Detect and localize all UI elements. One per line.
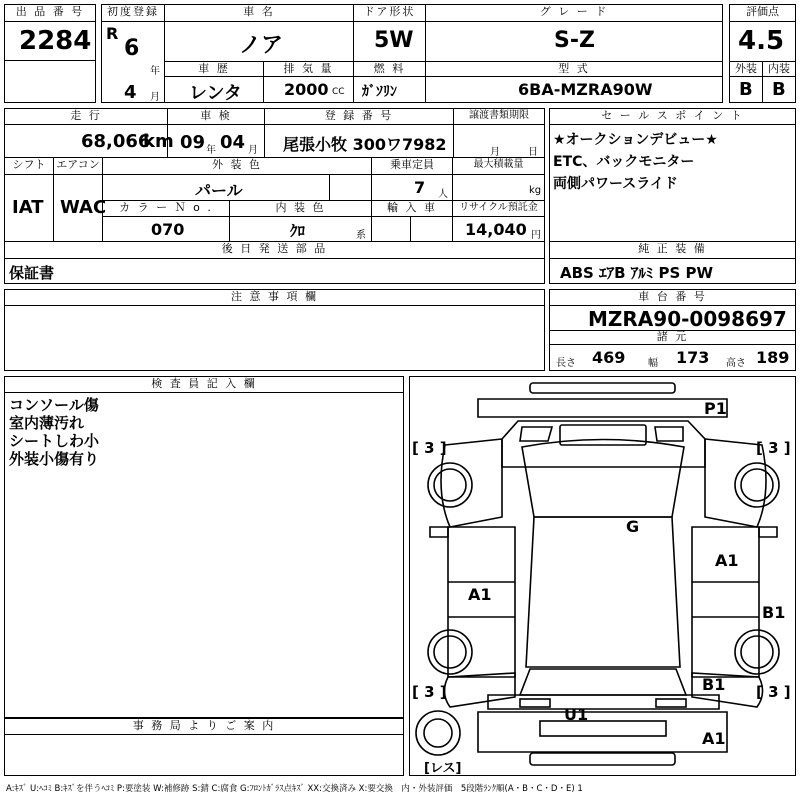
- door: 5W: [374, 28, 414, 53]
- inspector-line: シートしわ小: [9, 432, 100, 450]
- mark-a1-bottom: A1: [702, 729, 726, 748]
- later-parts-cell: [4, 258, 545, 284]
- lot-no-blank: [4, 60, 96, 103]
- inspector-line: 室内薄汚れ: [9, 414, 85, 432]
- later-parts-label-cell: 後 日 発 送 部 品: [4, 241, 545, 259]
- registration-cell: [264, 124, 454, 158]
- grade-cell: [425, 21, 723, 62]
- genuine-cell: [549, 258, 796, 284]
- mark-b1-lower: B1: [702, 675, 726, 694]
- mark-a1-right: A1: [715, 551, 739, 570]
- color-no-cell: [102, 216, 230, 242]
- first-reg-label-cell: 初度登録: [101, 4, 165, 22]
- tire-rear-left: [ 3 ]: [412, 683, 447, 701]
- sales-point-line: 両側パワースライド: [553, 176, 678, 192]
- inspection-label-cell: 車 検: [167, 108, 265, 125]
- interior-cell: [762, 76, 796, 103]
- recycle: 14,040: [465, 220, 527, 239]
- grade-label-cell: グ レ ー ド: [425, 4, 723, 22]
- inspection-cell: 09 年 04 月: [167, 124, 265, 158]
- load-label-cell: 最大積載量: [452, 157, 545, 175]
- aircon-label-cell: エアコン: [53, 157, 103, 175]
- car-diagram-svg: [410, 377, 797, 777]
- fuel-label-cell: 燃 料: [353, 61, 426, 77]
- fuel: ｶﾞｿﾘﾝ: [362, 84, 397, 100]
- genuine-label-cell: 純 正 装 備: [549, 241, 796, 259]
- first-reg-year: 6: [124, 36, 140, 61]
- displacement-cell: 2000 CC: [263, 76, 354, 103]
- import-label-cell: 輸 入 車: [371, 200, 453, 217]
- inspection-month: 04: [220, 132, 246, 153]
- import-cell-a: [371, 216, 411, 242]
- color-no: 070: [151, 220, 185, 239]
- capacity-label-cell: 乗車定員: [371, 157, 453, 175]
- spare-tire: [レス]: [424, 761, 462, 776]
- first-reg-cell: R 6 年 4 月: [101, 21, 165, 103]
- car-name: ノア: [239, 33, 284, 58]
- model-cell: [425, 76, 723, 103]
- capacity: 7: [414, 178, 426, 197]
- mileage-label-cell: 走 行: [4, 108, 168, 125]
- shift: IAT: [12, 197, 44, 218]
- chassis-label-cell: 車 台 番 号: [549, 289, 796, 306]
- office-label-cell: 事 務 局 よ り ご 案 内: [4, 718, 404, 735]
- car-diagram: [409, 376, 796, 776]
- first-reg-era: R: [106, 24, 119, 43]
- lot-no-cell: [4, 21, 96, 61]
- genuine-equipment: ABS ｴｱB ｱﾙﾐ PS PW: [560, 264, 714, 282]
- tire-front-right: [ 3 ]: [756, 439, 791, 457]
- car-name-label-cell: 車 名: [164, 4, 354, 22]
- history-cell: [164, 76, 264, 103]
- inspector-line: コンソール傷: [9, 396, 99, 414]
- chassis-no: MZRA90-0098697: [588, 307, 787, 331]
- mark-b1-right: B1: [762, 603, 786, 622]
- lot-no: 2284: [19, 26, 92, 56]
- sales-point-line: ★オークションデビュー★: [553, 132, 718, 148]
- model-label-cell: 型 式: [425, 61, 723, 77]
- sales-points-cell: [549, 124, 796, 242]
- recycle-label-cell: リサイクル預託金: [452, 200, 545, 217]
- chassis-cell: [549, 305, 796, 331]
- tire-rear-right: [ 3 ]: [756, 683, 791, 701]
- mark-p1: P1: [704, 399, 727, 418]
- specs-label-cell: 諸 元: [549, 330, 796, 345]
- displacement: 2000: [284, 80, 329, 99]
- interior-label-cell: 内装: [762, 61, 796, 77]
- spec-width: 173: [676, 348, 710, 367]
- capacity-cell: 7 人: [371, 174, 453, 201]
- mark-g: G: [626, 517, 640, 536]
- transfer-cell: 月 日: [453, 124, 545, 158]
- recycle-cell: 14,040 円: [452, 216, 545, 242]
- legend: A:ｷｽﾞ U:ﾍｺﾐ B:ｷｽﾞを伴うﾍｺﾐ P:要塗装 W:補修跡 S:錆 C:腐食 G:ﾌﾛﾝﾄｶﾞﾗｽ点ｷｽﾞ XX:交換済み X:要交換 内・外装評価 5段階ﾗﾝｸ順(A・B・C・D・E) 1: [6, 784, 583, 794]
- registration: 尾張小牧 300ワ7982: [283, 135, 447, 154]
- aircon: WAC: [60, 197, 107, 218]
- score-label-cell: 評価点: [729, 4, 796, 22]
- shift-label-cell: シフト: [4, 157, 54, 175]
- ext-color-extra: [329, 174, 372, 201]
- sales-points-label-cell: セ ー ル ス ポ イ ン ト: [549, 108, 796, 125]
- specs-cell: 長さ 469 幅 173 高さ 189: [549, 344, 796, 371]
- door-cell: [353, 21, 426, 62]
- score: 4.5: [738, 26, 785, 56]
- mark-u1: U1: [564, 705, 589, 724]
- ext-color: パール: [195, 181, 243, 200]
- int-color-label-cell: 内 装 色: [229, 200, 372, 217]
- import-cell-b: [410, 216, 453, 242]
- int-color-cell: ｸﾛ 系: [229, 216, 372, 242]
- exterior-cell: [729, 76, 763, 103]
- mileage: 68,066: [81, 131, 151, 152]
- sales-point-line: ETC、バックモニター: [553, 154, 695, 170]
- spec-length: 469: [592, 348, 626, 367]
- history: レンタ: [189, 83, 242, 104]
- color-no-label-cell: カ ラ ー Ｎ o .: [102, 200, 230, 217]
- displacement-label-cell: 排 気 量: [263, 61, 354, 77]
- transfer-label-cell: 譲渡書類期限: [453, 108, 545, 125]
- inspector-label-cell: 検 査 員 記 入 欄: [4, 376, 404, 393]
- notes-cell: [4, 305, 545, 371]
- inspection-year: 09: [180, 132, 206, 153]
- score-cell: [729, 21, 796, 62]
- notes-label-cell: 注 意 事 項 欄: [4, 289, 545, 306]
- first-reg-month: 4: [124, 82, 137, 103]
- tire-front-left: [ 3 ]: [412, 439, 447, 457]
- ext-color-label-cell: 外 装 色: [102, 157, 372, 175]
- int-color: ｸﾛ: [290, 222, 306, 240]
- spec-height: 189: [756, 348, 790, 367]
- lot-no-label-cell: 出 品 番 号: [4, 4, 96, 22]
- aircon-cell: [53, 174, 107, 242]
- model: 6BA-MZRA90W: [518, 80, 653, 99]
- inspector-line: 外装小傷有り: [9, 450, 100, 468]
- load-cell: kg: [452, 174, 545, 201]
- shift-cell: [4, 174, 54, 242]
- grade: S-Z: [554, 28, 595, 53]
- registration-label-cell: 登 録 番 号: [264, 108, 454, 125]
- mileage-cell: 68,066 km: [4, 124, 168, 158]
- interior-grade: B: [772, 79, 786, 100]
- history-label-cell: 車 歴: [164, 61, 264, 77]
- exterior-label-cell: 外装: [729, 61, 763, 77]
- later-parts: 保証書: [9, 264, 55, 282]
- exterior-grade: B: [739, 79, 753, 100]
- ext-color-cell: [102, 174, 330, 201]
- office-cell: [4, 734, 404, 776]
- fuel-cell: [353, 76, 426, 103]
- car-name-cell: [164, 21, 354, 62]
- door-label-cell: ドア形状: [353, 4, 426, 22]
- inspector-cell: [4, 392, 404, 718]
- mark-a1-left: A1: [468, 585, 492, 604]
